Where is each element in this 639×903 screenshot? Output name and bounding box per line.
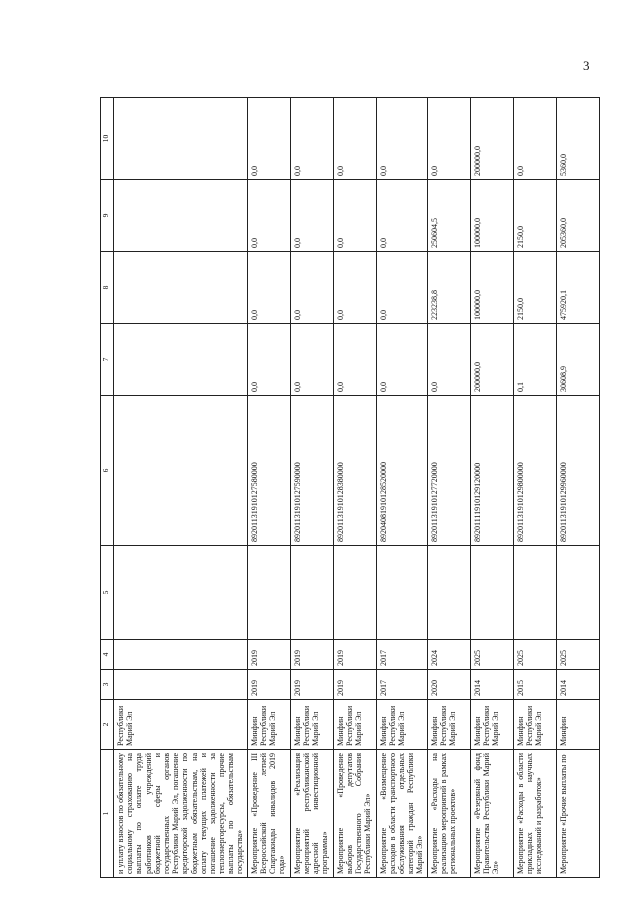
executor-cell: Минфин Республики Марий Эл xyxy=(290,700,333,750)
value-column-7-cell: 0,0 xyxy=(333,324,376,396)
value-column-10-cell: 0,0 xyxy=(247,98,290,180)
column-5-cell xyxy=(333,546,376,640)
activity-name-cell: Мероприятие «Прочие выплаты по xyxy=(556,750,599,878)
end-year-cell xyxy=(114,640,248,670)
value-column-10-cell: 5360,0 xyxy=(556,98,599,180)
header-cell: 7 xyxy=(101,324,114,396)
header-cell: 10 xyxy=(101,98,114,180)
end-year-cell: 2024 xyxy=(427,640,470,670)
executor-cell: Минфин Республики Марий Эл xyxy=(470,700,513,750)
header-cell: 3 xyxy=(101,670,114,700)
header-cell: 5 xyxy=(101,546,114,640)
end-year-cell: 2019 xyxy=(247,640,290,670)
table-row xyxy=(247,98,290,878)
table-row xyxy=(290,98,333,878)
budget-code-cell: 89201131910127720000 xyxy=(427,396,470,546)
start-year-cell xyxy=(114,670,248,700)
value-column-7-cell: 0,1 xyxy=(513,324,556,396)
executor-cell: Минфин Республики Марий Эл xyxy=(513,700,556,750)
executor-cell: Минфин Республики Марий Эл xyxy=(427,700,470,750)
end-year-cell: 2019 xyxy=(333,640,376,670)
value-column-7-cell: 0,0 xyxy=(376,324,427,396)
table-row xyxy=(114,98,248,878)
budget-code-cell: 89201131910129960000 xyxy=(556,396,599,546)
page-number: 3 xyxy=(583,58,590,73)
start-year-cell: 2014 xyxy=(556,670,599,700)
column-5-cell xyxy=(513,546,556,640)
value-column-10-cell: 0,0 xyxy=(376,98,427,180)
end-year-cell: 2025 xyxy=(513,640,556,670)
header-cell: 2 xyxy=(101,700,114,750)
start-year-cell: 2019 xyxy=(247,670,290,700)
value-column-10-cell: 0,0 xyxy=(290,98,333,180)
value-column-9-cell xyxy=(114,180,248,252)
activity-name-cell: и уплату взносов по обязательному социальному страхованию на выплаты по оплате труда работников учреждений бюджетной сферы и государственных органов Республики Марий Эл, погашение кредиторской задолженности по бюджетным обязательствам, на оплату текущих платежей и погашение задолженности за теплоэнергоресурсы, прочие выплаты по обязательствам государства» xyxy=(114,750,248,878)
value-column-9-cell: 0,0 xyxy=(376,180,427,252)
value-column-8-cell: 0,0 xyxy=(376,252,427,324)
activity-name-cell: Мероприятие «Расходы в области прикладных научных исследований и разработок» xyxy=(513,750,556,878)
value-column-7-cell: 0,0 xyxy=(427,324,470,396)
value-column-7-cell: 0,0 xyxy=(290,324,333,396)
value-column-9-cell: 205360,0 xyxy=(556,180,599,252)
executor-cell: Минфин Республики Марий Эл xyxy=(247,700,290,750)
activity-name-cell: Мероприятие «Резервный фонд Правительства Республики Марий Эл» xyxy=(470,750,513,878)
value-column-9-cell: 250604,5 xyxy=(427,180,470,252)
value-column-7-cell: 200000,0 xyxy=(470,324,513,396)
activity-name-cell: Мероприятие «Возмещение расходов в области транспортного обслуживания отдельных категорий граждан Республики Марий Эл» xyxy=(376,750,427,878)
column-5-cell xyxy=(114,546,248,640)
value-column-9-cell: 2150,0 xyxy=(513,180,556,252)
end-year-cell: 2019 xyxy=(290,640,333,670)
value-column-8-cell: 223238,8 xyxy=(427,252,470,324)
start-year-cell: 2015 xyxy=(513,670,556,700)
value-column-10-cell: 0,0 xyxy=(427,98,470,180)
table-row xyxy=(427,98,470,878)
column-5-cell xyxy=(470,546,513,640)
value-column-7-cell: 30608,9 xyxy=(556,324,599,396)
value-column-7-cell: 0,0 xyxy=(247,324,290,396)
column-5-cell xyxy=(376,546,427,640)
value-column-8-cell: 2150,0 xyxy=(513,252,556,324)
start-year-cell: 2020 xyxy=(427,670,470,700)
header-cell: 1 xyxy=(101,750,114,878)
budget-code-cell: 89201111910129120000 xyxy=(470,396,513,546)
rotated-table-container xyxy=(100,98,612,878)
end-year-cell: 2025 xyxy=(470,640,513,670)
table-row xyxy=(470,98,513,878)
budget-code-cell: 89204081910128520000 xyxy=(376,396,427,546)
budget-code-cell: 89201131910127590000 xyxy=(290,396,333,546)
value-column-8-cell: 0,0 xyxy=(333,252,376,324)
table-row xyxy=(376,98,427,878)
activity-name-cell: Мероприятие «Реализация мероприятий республиканской адресной инвестиционной программы» xyxy=(290,750,333,878)
value-column-8-cell: 475920,1 xyxy=(556,252,599,324)
column-5-cell xyxy=(290,546,333,640)
value-column-9-cell: 0,0 xyxy=(247,180,290,252)
value-column-10-cell: 0,0 xyxy=(333,98,376,180)
budget-table xyxy=(100,97,600,878)
value-column-8-cell: 0,0 xyxy=(247,252,290,324)
value-column-8-cell: 100000,0 xyxy=(470,252,513,324)
column-5-cell xyxy=(247,546,290,640)
end-year-cell: 2025 xyxy=(556,640,599,670)
value-column-10-cell: 200000,0 xyxy=(470,98,513,180)
end-year-cell: 2017 xyxy=(376,640,427,670)
value-column-8-cell: 0,0 xyxy=(290,252,333,324)
header-cell: 8 xyxy=(101,252,114,324)
executor-cell: Республики Марий Эл xyxy=(114,700,248,750)
value-column-9-cell: 0,0 xyxy=(333,180,376,252)
budget-code-cell: 89201131910127580000 xyxy=(247,396,290,546)
budget-code-cell: 89201131910128380000 xyxy=(333,396,376,546)
header-cell: 6 xyxy=(101,396,114,546)
table-row xyxy=(556,98,599,878)
activity-name-cell: Мероприятие «Проведение III Всероссийской летней Спартакиады инвалидов 2019 года» xyxy=(247,750,290,878)
header-cell: 9 xyxy=(101,180,114,252)
table-row xyxy=(333,98,376,878)
table-row xyxy=(513,98,556,878)
value-column-10-cell: 0,0 xyxy=(513,98,556,180)
header-cell: 4 xyxy=(101,640,114,670)
start-year-cell: 2019 xyxy=(290,670,333,700)
executor-cell: Минфин xyxy=(556,700,599,750)
budget-code-cell xyxy=(114,396,248,546)
activity-name-cell: Мероприятие «Проведение выборов депутатов Государственного Собрания Республики Марий Эл» xyxy=(333,750,376,878)
activity-name-cell: Мероприятие «Расходы на реализацию мероприятий в рамках региональных проектов» xyxy=(427,750,470,878)
value-column-9-cell: 100000,0 xyxy=(470,180,513,252)
value-column-8-cell xyxy=(114,252,248,324)
start-year-cell: 2017 xyxy=(376,670,427,700)
start-year-cell: 2019 xyxy=(333,670,376,700)
executor-cell: Минфин Республики Марий Эл xyxy=(333,700,376,750)
executor-cell: Минфин Республики Марий Эл xyxy=(376,700,427,750)
column-5-cell xyxy=(427,546,470,640)
start-year-cell: 2014 xyxy=(470,670,513,700)
column-5-cell xyxy=(556,546,599,640)
value-column-7-cell xyxy=(114,324,248,396)
value-column-9-cell: 0,0 xyxy=(290,180,333,252)
budget-code-cell: 89201131910129800000 xyxy=(513,396,556,546)
table-header-row xyxy=(101,98,114,878)
value-column-10-cell xyxy=(114,98,248,180)
